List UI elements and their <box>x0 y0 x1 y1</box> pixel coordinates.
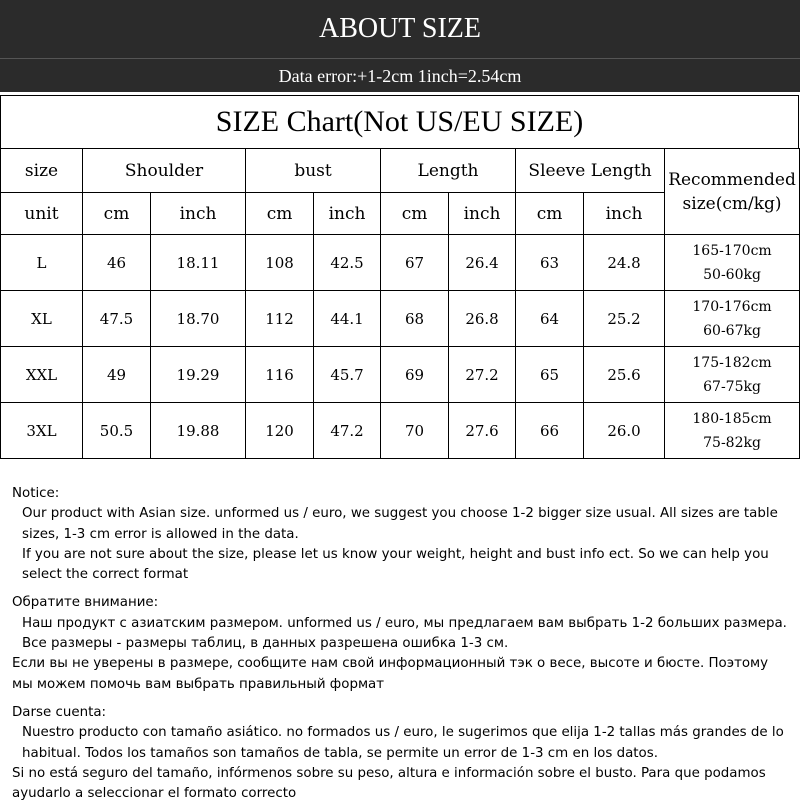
shoulder-cm-cell: 50.5 <box>83 403 151 459</box>
shoulder-inch-cell: 19.29 <box>151 347 246 403</box>
bust-cm-cell: 108 <box>246 235 314 291</box>
table-row <box>1 403 800 459</box>
notice-russian <box>12 593 792 694</box>
recommended-cell <box>665 235 800 291</box>
divider <box>0 92 800 94</box>
sleeve-inch-cell: 24.8 <box>584 235 665 291</box>
table-header-row <box>1 149 800 193</box>
shoulder-cm-cell: 47.5 <box>83 291 151 347</box>
recommended-weight: 50-60kg <box>703 266 761 283</box>
length-inch-cell: 26.4 <box>449 235 516 291</box>
data-error-banner <box>0 58 800 93</box>
notice-es-paragraph-1: Nuestro producto con tamaño asiático. no formados us / euro, le sugerimos que elija 1-2 tallas más grandes de lo habitual. Todos los tamaños son tamaños de tabla, se permite un error de 1-3 cm en los datos. <box>22 725 784 761</box>
header-recommended-line1: Recommended <box>668 169 796 190</box>
header-bust: bust <box>246 149 381 193</box>
header-sleeve-length: Sleeve Length <box>516 149 665 193</box>
notice-ru-paragraph-1: Наш продукт с азиатским размером. unformed us / euro, мы предлагаем вам выбрать 1-2 больших размера. Все размеры - размеры таблиц, в данных разрешена ошибка 1-3 см. <box>22 615 787 652</box>
shoulder-cm-cell: 46 <box>83 235 151 291</box>
sleeve-inch-cell: 26.0 <box>584 403 665 459</box>
length-cm-cell: 70 <box>381 403 449 459</box>
recommended-weight: 67-75kg <box>703 378 761 395</box>
bust-inch-cell: 42.5 <box>314 235 381 291</box>
recommended-weight: 60-67kg <box>703 322 761 339</box>
size-table <box>0 148 800 459</box>
notice-es-paragraph-2: Si no está seguro del tamaño, infórmenos sobre su peso, altura e información sobre el busto. Para que podamos ayudarlo a seleccionar el formato correcto <box>12 765 766 802</box>
notice-english <box>12 484 792 585</box>
sleeve-cm-cell: 64 <box>516 291 584 347</box>
sleeve-cm-cell: 65 <box>516 347 584 403</box>
notice-ru-paragraph-2: Если вы не уверены в размере, сообщите нам свой информационный тэк о весе, высоте и бюсте. Поэтому мы можем помочь вам выбрать правильный формат <box>12 656 769 692</box>
header-size: size <box>1 149 83 193</box>
size-cell: XXL <box>1 347 83 403</box>
sleeve-inch-cell: 25.6 <box>584 347 665 403</box>
bust-inch-cell: 47.2 <box>314 403 381 459</box>
unit-cm: cm <box>83 193 151 235</box>
notice-spanish <box>12 703 792 804</box>
bust-cm-cell: 116 <box>246 347 314 403</box>
length-inch-cell: 27.2 <box>449 347 516 403</box>
notice-en-paragraph-1: Our product with Asian size. unformed us / euro, we suggest you choose 1-2 bigger size usual. All sizes are table sizes, 1-3 cm error is allowed in the data. <box>22 506 778 542</box>
size-cell: 3XL <box>1 403 83 459</box>
header-recommended <box>665 149 800 235</box>
length-cm-cell: 67 <box>381 235 449 291</box>
shoulder-inch-cell: 19.88 <box>151 403 246 459</box>
notice-section <box>12 484 792 812</box>
shoulder-inch-cell: 18.70 <box>151 291 246 347</box>
length-inch-cell: 26.8 <box>449 291 516 347</box>
recommended-weight: 75-82kg <box>703 434 761 451</box>
unit-cm: cm <box>516 193 584 235</box>
sleeve-cm-cell: 66 <box>516 403 584 459</box>
size-cell: L <box>1 235 83 291</box>
unit-cm: cm <box>381 193 449 235</box>
bust-inch-cell: 44.1 <box>314 291 381 347</box>
recommended-cell <box>665 403 800 459</box>
notice-es-title: Darse cuenta: <box>12 704 107 720</box>
about-size-title: ABOUT SIZE <box>318 13 482 44</box>
bust-inch-cell: 45.7 <box>314 347 381 403</box>
unit-cm: cm <box>246 193 314 235</box>
table-row <box>1 235 800 291</box>
shoulder-cm-cell: 49 <box>83 347 151 403</box>
notice-ru-title: Обратите внимание: <box>12 595 159 611</box>
header-shoulder: Shoulder <box>83 149 246 193</box>
table-row <box>1 347 800 403</box>
sleeve-cm-cell: 63 <box>516 235 584 291</box>
bust-cm-cell: 120 <box>246 403 314 459</box>
bust-cm-cell: 112 <box>246 291 314 347</box>
length-cm-cell: 69 <box>381 347 449 403</box>
unit-inch: inch <box>449 193 516 235</box>
table-row <box>1 291 800 347</box>
notice-en-title: Notice: <box>12 486 60 501</box>
length-cm-cell: 68 <box>381 291 449 347</box>
recommended-cell <box>665 347 800 403</box>
header-length: Length <box>381 149 516 193</box>
about-size-banner <box>0 0 800 58</box>
size-cell: XL <box>1 291 83 347</box>
header-recommended-line2: size(cm/kg) <box>682 193 782 214</box>
recommended-height: 180-185cm <box>692 410 772 427</box>
recommended-height: 170-176cm <box>692 298 772 315</box>
length-inch-cell: 27.6 <box>449 403 516 459</box>
header-unit: unit <box>1 193 83 235</box>
size-chart-title <box>0 95 799 149</box>
notice-en-paragraph-2: If you are not sure about the size, please let us know your weight, height and bust info ect. So we can help you select the correct format <box>22 546 769 583</box>
recommended-cell <box>665 291 800 347</box>
sleeve-inch-cell: 25.2 <box>584 291 665 347</box>
recommended-height: 175-182cm <box>692 354 772 371</box>
recommended-height: 165-170cm <box>692 242 772 259</box>
unit-inch: inch <box>151 193 246 235</box>
data-error-note: Data error:+1-2cm 1inch=2.54cm <box>278 65 522 86</box>
size-chart-title-text: SIZE Chart(Not US/EU SIZE) <box>215 105 584 138</box>
unit-inch: inch <box>314 193 381 235</box>
shoulder-inch-cell: 18.11 <box>151 235 246 291</box>
unit-inch: inch <box>584 193 665 235</box>
